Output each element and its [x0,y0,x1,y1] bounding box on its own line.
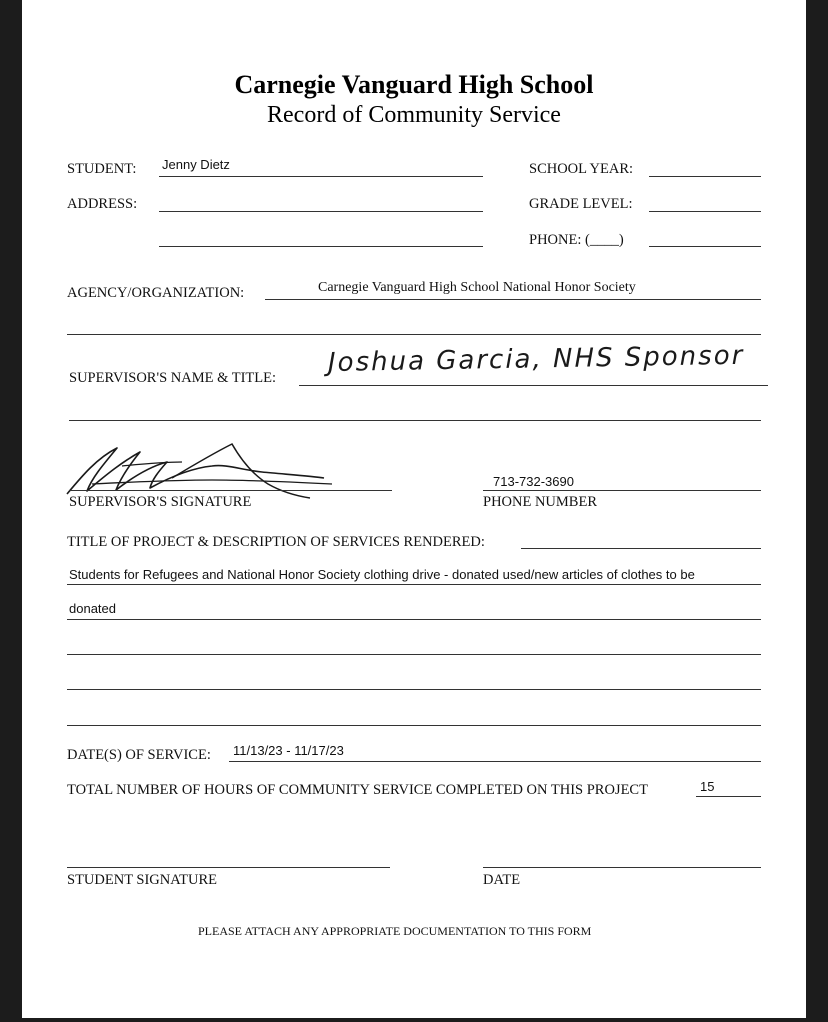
school-year-label: SCHOOL YEAR: [529,161,634,177]
hours-value: 15 [700,779,715,794]
hours-line [696,796,761,797]
student-label: STUDENT: [67,161,137,177]
supervisor-name-label: SUPERVISOR'S NAME & TITLE: [69,370,277,386]
agency-value: Carnegie Vanguard High School National Honor Society [318,280,636,295]
description-line-5 [67,725,761,726]
project-description-line-2: donated [69,601,116,616]
supervisor-name-value: Joshua Garcia, NHS Sponsor [327,340,745,378]
agency-line [265,299,761,300]
grade-level-label: GRADE LEVEL: [529,196,633,212]
supervisor-phone-value: 713-732-3690 [493,474,574,489]
address-line-2 [159,246,483,247]
project-label: TITLE OF PROJECT & DESCRIPTION OF SERVICES RENDERED: [67,534,485,550]
service-dates-label: DATE(S) OF SERVICE: [67,747,211,763]
service-dates-value: 11/13/23 - 11/17/23 [233,743,344,758]
address-line-1 [159,211,483,212]
service-dates-line [229,761,761,762]
footer-note: PLEASE ATTACH ANY APPROPRIATE DOCUMENTATION TO THIS FORM [198,924,592,938]
project-title-line [521,548,761,549]
supervisor-name-line-2 [69,420,761,421]
supervisor-signature-line [69,490,392,491]
description-line-3 [67,654,761,655]
phone-label: PHONE: (____) [529,232,624,248]
project-description-line-1: Students for Refugees and National Honor Society clothing drive - donated used/new articles of clothes to be [69,567,695,582]
supervisor-signature-label: SUPERVISOR'S SIGNATURE [69,494,252,510]
description-line-4 [67,689,761,690]
grade-level-line [649,211,761,212]
date-line [483,867,761,868]
description-line-2 [67,619,761,620]
form-page [22,0,806,1018]
school-name: Carnegie Vanguard High School [234,70,594,99]
description-line-1 [67,584,761,585]
hours-label: TOTAL NUMBER OF HOURS OF COMMUNITY SERVICE COMPLETED ON THIS PROJECT [67,782,648,798]
agency-label: AGENCY/ORGANIZATION: [67,285,245,301]
supervisor-phone-line [483,490,761,491]
student-signature-line [67,867,390,868]
school-year-line [649,176,761,177]
student-line [159,176,483,177]
address-label: ADDRESS: [67,196,138,212]
supervisor-signature-image [62,436,362,502]
phone-line [649,246,761,247]
date-label: DATE [483,872,521,888]
form-title: Record of Community Service [267,102,561,128]
student-signature-label: STUDENT SIGNATURE [67,872,217,888]
agency-line-2 [67,334,761,335]
supervisor-name-line [299,385,768,386]
student-name-value: Jenny Dietz [162,157,230,172]
supervisor-phone-label: PHONE NUMBER [483,494,597,510]
